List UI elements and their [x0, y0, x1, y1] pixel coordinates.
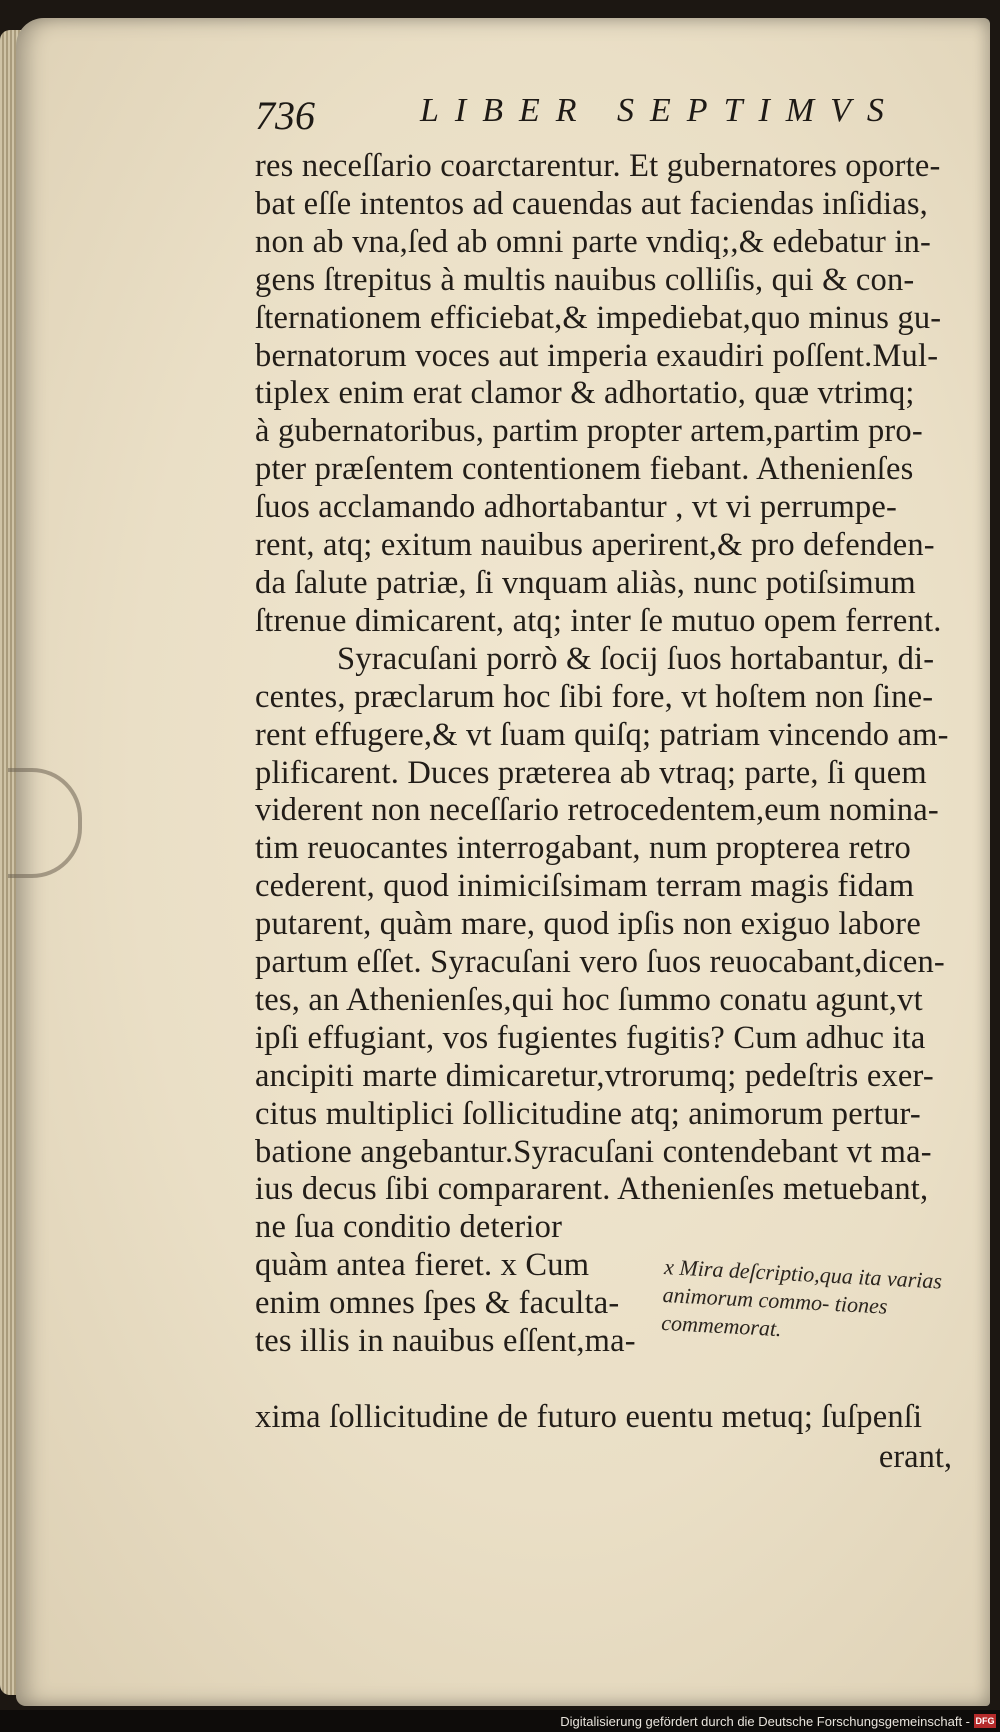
funding-credit: Digitalisierung gefördert durch die Deutsche Forschungsgemeinschaft - — [560, 1714, 970, 1729]
text-line: ipſi effugiant, vos fugientes fugitis? Cum adhuc ita — [255, 1019, 926, 1056]
marginal-note: x Mira deſcriptio,qua ita varias animorum commo- tiones commemorat. — [660, 1254, 943, 1342]
digitization-footer — [0, 1710, 1000, 1732]
text-line: pter præſentem contentionem fiebant. Athenienſes — [255, 451, 914, 488]
paragraph-start-line: Syracuſani porrò & ſocij ſuos hortabantur, di- — [337, 640, 935, 677]
text-line: bernatorum voces aut imperia exaudiri poſſent.Mul- — [255, 337, 939, 374]
text-line: rent, atq; exitum nauibus aperirent,& pro defenden- — [255, 527, 935, 564]
text-line: res neceſſario coarctarentur. Et gubernatores oporte- — [255, 148, 941, 184]
text-line: enim omnes ſpes & faculta- — [255, 1285, 620, 1322]
body-text — [255, 148, 960, 1477]
text-line: rent effugere,& vt ſuam quiſq; patriam vincendo am- — [255, 716, 949, 753]
text-line: plificarent. Duces præterea ab vtraq; parte, ſi quem — [255, 754, 927, 791]
text-line: viderent non neceſſario retrocedentem,eum nomina- — [255, 792, 939, 829]
text-line: ſuos acclamando adhortabantur , vt vi perrumpe- — [255, 489, 898, 526]
page-number: 736 — [255, 93, 315, 138]
page-header — [255, 92, 980, 140]
text-line: centes, præclarum hoc ſibi fore, vt hoſtem non ſine- — [255, 678, 934, 715]
text-line: non ab vna,ſed ab omni parte vndiq;,& edebatur in- — [255, 223, 932, 260]
text-line: gens ſtrepitus à multis nauibus colliſis, qui & con- — [255, 261, 915, 298]
text-line: tiplex enim erat clamor & adhortatio, quæ vtrimq; — [255, 375, 915, 412]
text-line: partum eſſet. Syracuſani vero ſuos reuocabant,dicen- — [255, 944, 945, 981]
text-line: à gubernatoribus, partim propter artem,partim pro- — [255, 413, 923, 450]
text-line: ancipiti marte dimicaretur,vtrorumq; pedeſtris exer- — [255, 1057, 934, 1094]
text-line: ſternationem efficiebat,& impediebat,quo minus gu- — [255, 299, 942, 336]
text-line: ſtrenue dimicarent, atq; inter ſe mutuo opem ferrent. — [255, 602, 942, 639]
text-line: quàm antea fieret. x Cum — [255, 1247, 590, 1284]
text-line: da ſalute patriæ, ſi vnquam aliàs, nunc potiſsimum — [255, 564, 916, 601]
catchword: erant, — [878, 1439, 952, 1476]
narrow-column — [255, 1209, 645, 1361]
text-line: tes, an Athenienſes,qui hoc ſummo conatu agunt,vt — [255, 981, 923, 1018]
text-line: cederent, quod inimiciſsimam terram magis fidam — [255, 868, 915, 905]
text-line: xima ſollicitudine de futuro euentu metuq; ſuſpenſi — [255, 1399, 923, 1436]
text-line: ne ſua conditio deterior — [255, 1209, 563, 1246]
text-with-marginal-note — [255, 1209, 960, 1399]
page-clip — [8, 768, 82, 878]
text-line: bat eſſe intentos ad cauendas aut faciendas inſidias, — [255, 185, 928, 222]
text-line: tim reuocantes interrogabant, num propterea retro — [255, 830, 911, 867]
dfg-logo: DFG — [975, 1716, 995, 1726]
text-line: ius decus ſibi compararent. Athenienſes metuebant, — [255, 1171, 929, 1208]
text-line: citus multiplici ſollicitudine atq; animorum pertur- — [255, 1095, 921, 1132]
text-line: putarent, quàm mare, quod ipſis non exiguo labore — [255, 906, 921, 943]
text-line: batione angebantur.Syracuſani contendebant vt ma- — [255, 1133, 932, 1170]
running-title: LIBER SEPTIMVS — [420, 92, 900, 129]
text-line: tes illis in nauibus eſſent,ma- — [255, 1323, 636, 1360]
